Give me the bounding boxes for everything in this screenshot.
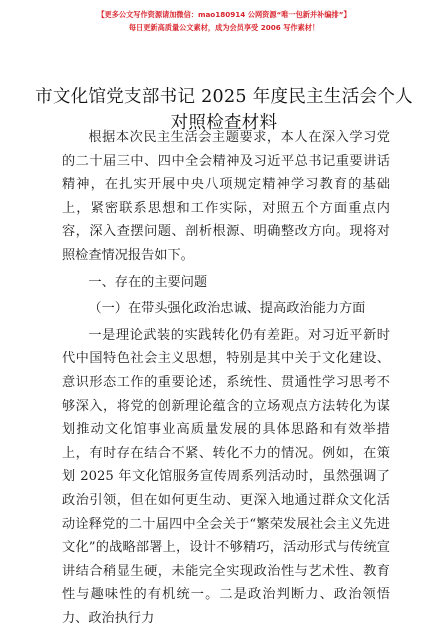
- document-title-line-1: 市文化馆党支部书记 2025 年度民主生活会个人: [35, 87, 413, 107]
- section-heading: 一、存在的主要问题: [88, 274, 208, 290]
- intro-paragraph: 根据本次民主生活会主题要求，本人在深入学习党的二十届三中、四中全会精神及习近平总书记重要讲话精神，在扎实开展中央八项规定精神学习教育的基础上，紧密联系思想和工作实际，对照五个方面重点内容，深入查摆问题、剖析根源、明确整改方向。现将对照检查情况报告如下。: [62, 130, 390, 263]
- promo-banner: [0, 8, 448, 34]
- document-body: [62, 126, 390, 630]
- body-paragraph: 一是理论武装的实践转化仍有差距。对习近平新时代中国特色社会主义思想，特别是其中关于文化建设、意识形态工作的重要论述，系统性、贯通性学习思考不够深入，将党的创新理论蕴含的立场观点方法转化为谋划推动文化馆事业高质量发展的具体思路和有效举措上，有时存在结合不紧、转化不力的情况。例如，在策划 2025 年文化馆服务宣传周系列活动时，虽然强调了政治引领，但在如何更生动、更深入地通过群众文化活动诠释党的二十届四中全会关于“繁荣发展社会主义先进文化”的战略部署上，设计不够精巧，活动形式与传统宣讲结合稍显生硬，未能完全实现政治性与艺术性、教育性与趣味性的有机统一。二是政治判断力、政治领悟力、政治执行力: [62, 327, 390, 626]
- document-title-line-2: 对照检查材料: [170, 113, 278, 133]
- subsection-heading: （一）在带头强化政治忠诚、提高政治能力方面: [88, 301, 366, 317]
- promo-banner-line-2: 每日更新高质量公文素材，成为会员享受 2006 写作素材！: [128, 23, 320, 32]
- promo-banner-line-1: 【更多公文写作资源请加微信：mao180914 公网资源“唯一包新并补编排”】: [97, 10, 351, 19]
